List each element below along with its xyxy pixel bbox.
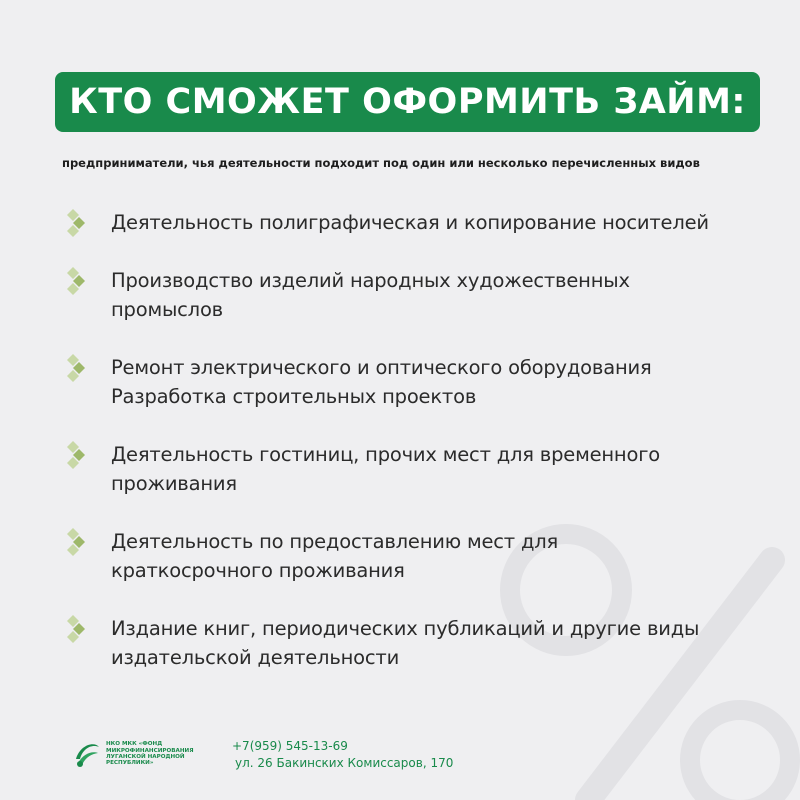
list-item (65, 440, 765, 498)
page-title: КТО СМОЖЕТ ОФОРМИТЬ ЗАЙМ: (69, 82, 746, 122)
address: ул. 26 Бакинских Комиссаров, 170 (235, 756, 454, 770)
logo-swoosh-icon (72, 739, 102, 769)
footer-contacts (232, 738, 453, 772)
list-item-text: Деятельность гостиниц, прочих мест для временного проживания (111, 443, 660, 495)
list-item (65, 353, 765, 411)
diamond-cluster-icon (65, 267, 93, 295)
list-item (65, 527, 765, 585)
subtitle: предприниматели, чья деятельности подходит под один или несколько перечисленных видов (62, 156, 700, 170)
list-item-text: Производство изделий народных художественных промыслов (111, 269, 630, 321)
list-item (65, 208, 765, 237)
diamond-cluster-icon (65, 354, 93, 382)
list-item-text: Издание книг, периодических публикаций и другие виды издательской деятельности (111, 617, 700, 669)
list-item-text: Ремонт электрического и оптического оборудования Разработка строительных проектов (111, 356, 652, 408)
diamond-cluster-icon (65, 528, 93, 556)
phone-number[interactable]: +7(959) 545-13-69 (232, 739, 348, 753)
diamond-cluster-icon (65, 615, 93, 643)
title-banner (55, 72, 760, 132)
list-item-text: Деятельность полиграфическая и копирование носителей (111, 211, 709, 234)
footer-logo (72, 738, 207, 770)
diamond-cluster-icon (65, 209, 93, 237)
list-item (65, 266, 765, 324)
list-item (65, 614, 765, 672)
logo-text: НКО МКК «ФОНД МИКРОФИНАНСИРОВАНИЯ ЛУГАНСКОЙ НАРОДНОЙ РЕСПУБЛИКИ» (106, 741, 194, 767)
diamond-cluster-icon (65, 441, 93, 469)
list-item-text: Деятельность по предоставлению мест для краткосрочного проживания (111, 530, 559, 582)
